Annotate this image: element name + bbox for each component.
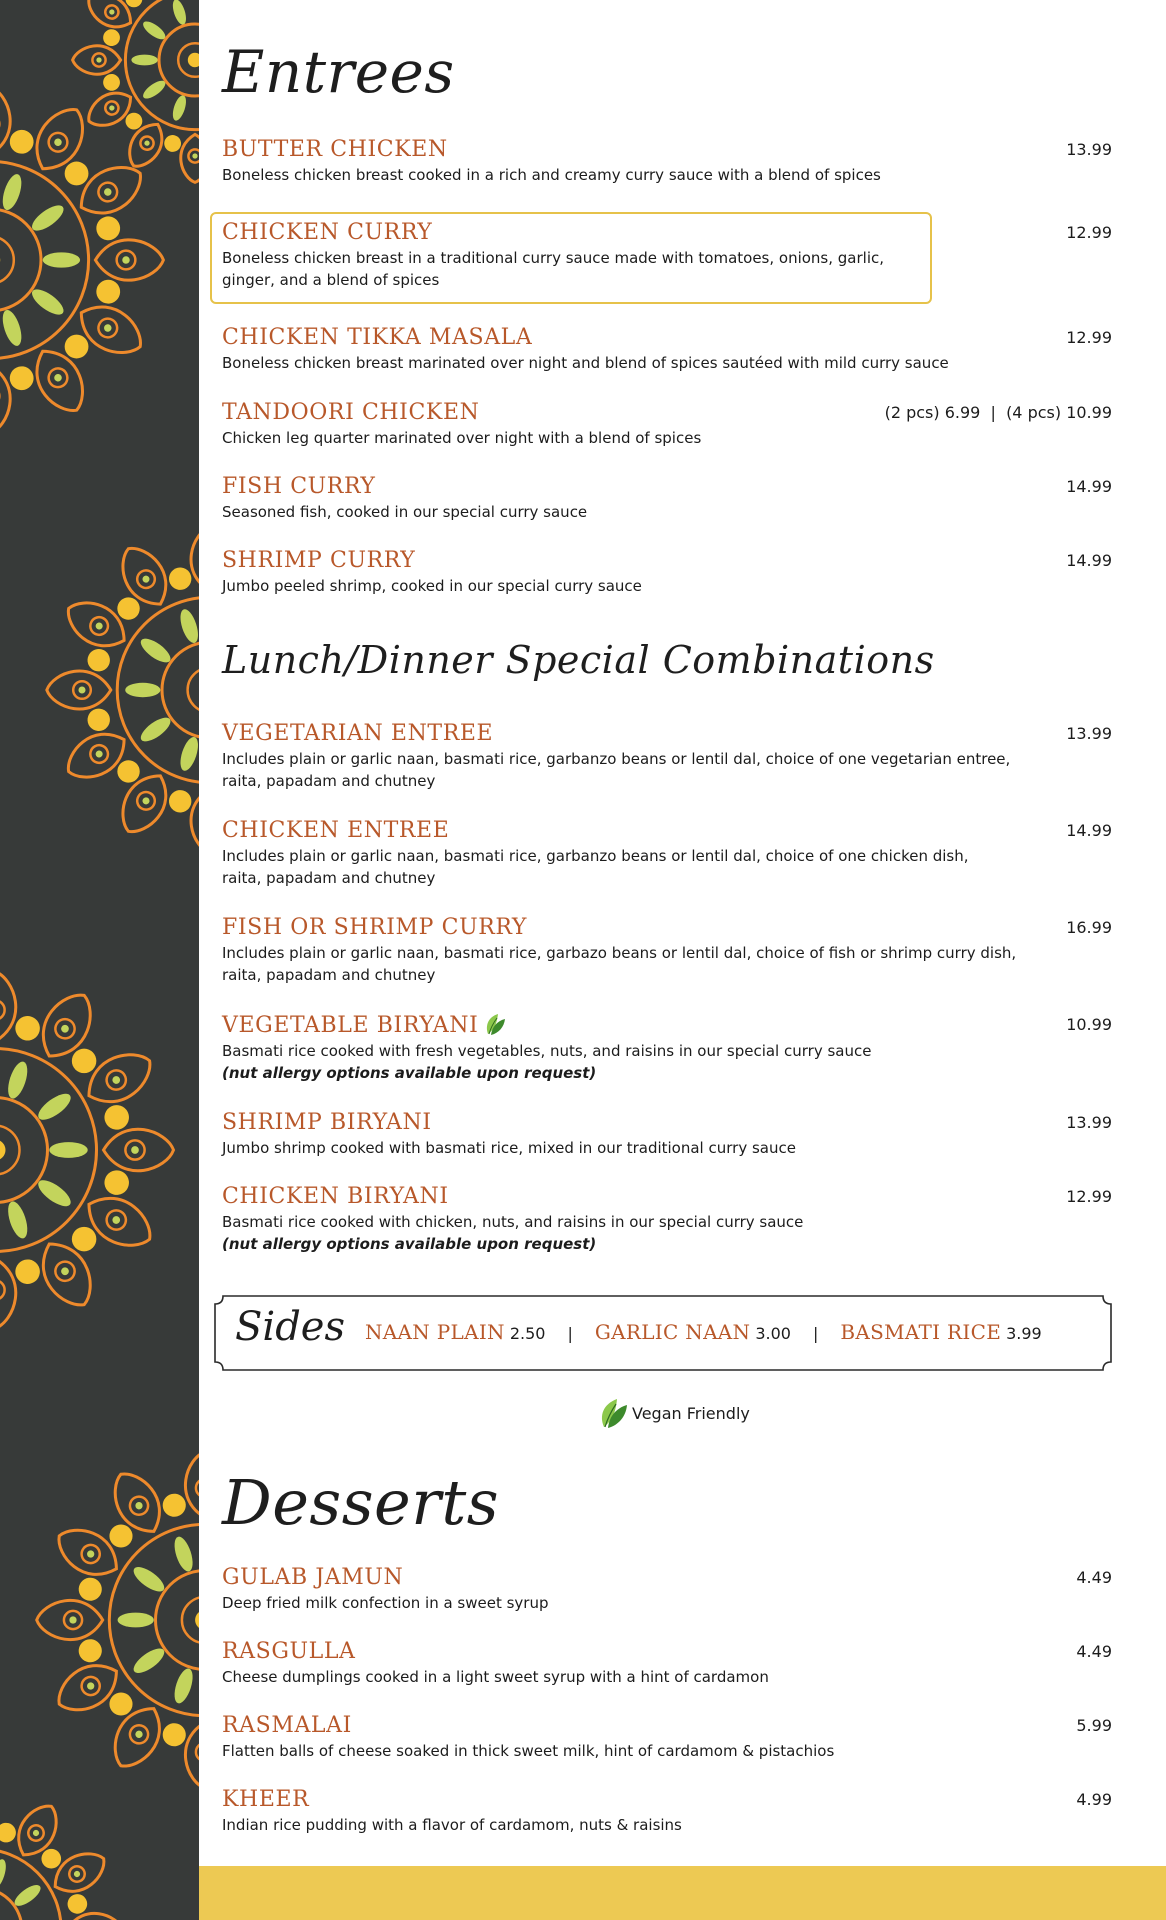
item-name: FISH CURRY bbox=[222, 474, 376, 499]
item-name: CHICKEN TIKKA MASALA bbox=[222, 325, 533, 350]
item-price: 13.99 bbox=[1066, 140, 1112, 159]
item-description: Seasoned fish, cooked in our special curry sauce bbox=[222, 503, 588, 521]
item-description: Boneless chicken breast cooked in a rich and creamy curry sauce with a blend of spices bbox=[222, 166, 881, 184]
item-name bbox=[222, 1012, 1112, 1039]
vegan-legend-label: Vegan Friendly bbox=[632, 1403, 750, 1423]
footer-color-band bbox=[199, 1866, 1166, 1920]
item-price: 14.99 bbox=[1066, 477, 1112, 496]
menu-item-fish-or-shrimp-curry bbox=[222, 915, 1112, 986]
item-name: TANDOORI CHICKEN bbox=[222, 400, 480, 425]
item-description: Jumbo peeled shrimp, cooked in our special curry sauce bbox=[222, 577, 642, 595]
item-price: 13.99 bbox=[1066, 724, 1112, 743]
sides-heading: Sides bbox=[235, 1304, 345, 1350]
item-price: 12.99 bbox=[1066, 1187, 1112, 1206]
item-price: 4.99 bbox=[1076, 1790, 1112, 1809]
side-name: NAAN PLAIN bbox=[365, 1320, 505, 1344]
item-name: CHICKEN ENTREE bbox=[222, 818, 450, 843]
menu-item-fish-curry bbox=[222, 474, 1112, 523]
item-description: Includes plain or garlic naan, basmati rice, garbanzo beans or lentil dal, choice of one chicken dish, raita, papadam and chutney bbox=[222, 847, 969, 887]
vegan-leaf-icon bbox=[484, 1012, 506, 1036]
menu-item-chicken-biryani bbox=[222, 1184, 1112, 1255]
item-description: Includes plain or garlic naan, basmati rice, garbazo beans or lentil dal, choice of fish or shrimp curry dish, raita, papadam and chutney bbox=[222, 944, 1017, 984]
item-price: 16.99 bbox=[1066, 918, 1112, 937]
menu-item-kheer bbox=[222, 1787, 1112, 1836]
highlight-box bbox=[210, 212, 932, 304]
side-name: BASMATI RICE bbox=[840, 1320, 1002, 1344]
item-name: RASMALAI bbox=[222, 1713, 352, 1738]
item-name: RASGULLA bbox=[222, 1639, 356, 1664]
item-name: CHICKEN BIRYANI bbox=[222, 1184, 449, 1209]
item-description: Boneless chicken breast marinated over night and blend of spices sautéed with mild curry sauce bbox=[222, 354, 949, 372]
side-price: 2.50 bbox=[509, 1324, 546, 1343]
item-price: 12.99 bbox=[1066, 223, 1112, 242]
item-description: Indian rice pudding with a flavor of cardamom, nuts & raisins bbox=[222, 1816, 682, 1834]
menu-item-chicken-curry bbox=[222, 220, 1112, 291]
item-price: 5.99 bbox=[1076, 1716, 1112, 1735]
item-description: Basmati rice cooked with fresh vegetables, nuts, and raisins in our special curry sauce bbox=[222, 1042, 872, 1060]
item-price: 14.99 bbox=[1066, 821, 1112, 840]
item-price: 4.49 bbox=[1076, 1568, 1112, 1587]
item-name: VEGETARIAN ENTREE bbox=[222, 721, 494, 746]
item-description: Flatten balls of cheese soaked in thick sweet milk, hint of cardamom & pistachios bbox=[222, 1742, 835, 1760]
item-price: 13.99 bbox=[1066, 1113, 1112, 1132]
sides-box bbox=[213, 1294, 1113, 1372]
item-description: Cheese dumplings cooked in a light sweet syrup with a hint of cardamon bbox=[222, 1668, 769, 1686]
menu-content bbox=[222, 0, 1112, 1866]
menu-item-rasmalai bbox=[222, 1713, 1112, 1762]
menu-item-vegetarian-entree bbox=[222, 721, 1112, 792]
side-price: 3.00 bbox=[755, 1324, 791, 1343]
desserts-heading: Desserts bbox=[222, 1466, 500, 1539]
entrees-heading: Entrees bbox=[222, 38, 455, 106]
item-name: KHEER bbox=[222, 1787, 310, 1812]
side-separator: | bbox=[567, 1324, 573, 1343]
item-price: 4.49 bbox=[1076, 1642, 1112, 1661]
menu-item-chicken-tikka-masala bbox=[222, 325, 1112, 374]
item-price: (2 pcs) 6.99 | (4 pcs) 10.99 bbox=[884, 403, 1112, 422]
vegan-legend bbox=[598, 1396, 750, 1430]
menu-item-tandoori-chicken bbox=[222, 400, 1112, 449]
side-separator: | bbox=[812, 1324, 819, 1343]
item-description: Boneless chicken breast in a traditional curry sauce made with tomatoes, onions, garlic, ginger, and a blend of spices bbox=[222, 249, 885, 289]
item-name-text: VEGETABLE BIRYANI bbox=[222, 1013, 479, 1038]
menu-item-vegetable-biryani bbox=[222, 1012, 1112, 1084]
mandala-pattern-sidebar bbox=[0, 0, 199, 1920]
item-name: GULAB JAMUN bbox=[222, 1565, 404, 1590]
vegan-leaf-icon bbox=[598, 1396, 628, 1430]
item-price: 10.99 bbox=[1066, 1015, 1112, 1034]
side-name: GARLIC NAAN bbox=[594, 1320, 751, 1344]
item-name: BUTTER CHICKEN bbox=[222, 137, 448, 162]
menu-item-chicken-entree bbox=[222, 818, 1112, 889]
item-description: Includes plain or garlic naan, basmati rice, garbanzo beans or lentil dal, choice of one vegetarian entree, raita, papadam and chutney bbox=[222, 750, 1011, 790]
item-description: Basmati rice cooked with chicken, nuts, and raisins in our special curry sauce bbox=[222, 1213, 804, 1231]
item-name: SHRIMP BIRYANI bbox=[222, 1110, 432, 1135]
item-allergy-note: (nut allergy options available upon request) bbox=[222, 1235, 597, 1253]
side-price: 3.99 bbox=[1006, 1324, 1042, 1343]
menu-item-butter-chicken bbox=[222, 137, 1112, 186]
item-price: 14.99 bbox=[1066, 551, 1112, 570]
menu-item-rasgulla bbox=[222, 1639, 1112, 1688]
combinations-heading: Lunch/Dinner Special Combinations bbox=[222, 638, 935, 682]
sides-list bbox=[365, 1320, 1042, 1344]
item-description: Deep fried milk confection in a sweet syrup bbox=[222, 1594, 549, 1612]
item-name: FISH OR SHRIMP CURRY bbox=[222, 915, 527, 940]
menu-item-shrimp-biryani bbox=[222, 1110, 1112, 1159]
menu-item-shrimp-curry bbox=[222, 548, 1112, 597]
menu-item-gulab-jamun bbox=[222, 1565, 1112, 1614]
item-allergy-note: (nut allergy options available upon request) bbox=[222, 1064, 597, 1082]
item-price: 12.99 bbox=[1066, 328, 1112, 347]
item-name: CHICKEN CURRY bbox=[222, 220, 433, 245]
item-name: SHRIMP CURRY bbox=[222, 548, 416, 573]
item-description: Chicken leg quarter marinated over night with a blend of spices bbox=[222, 429, 702, 447]
item-description: Jumbo shrimp cooked with basmati rice, mixed in our traditional curry sauce bbox=[222, 1139, 796, 1157]
mandala-pattern bbox=[0, 0, 199, 1920]
